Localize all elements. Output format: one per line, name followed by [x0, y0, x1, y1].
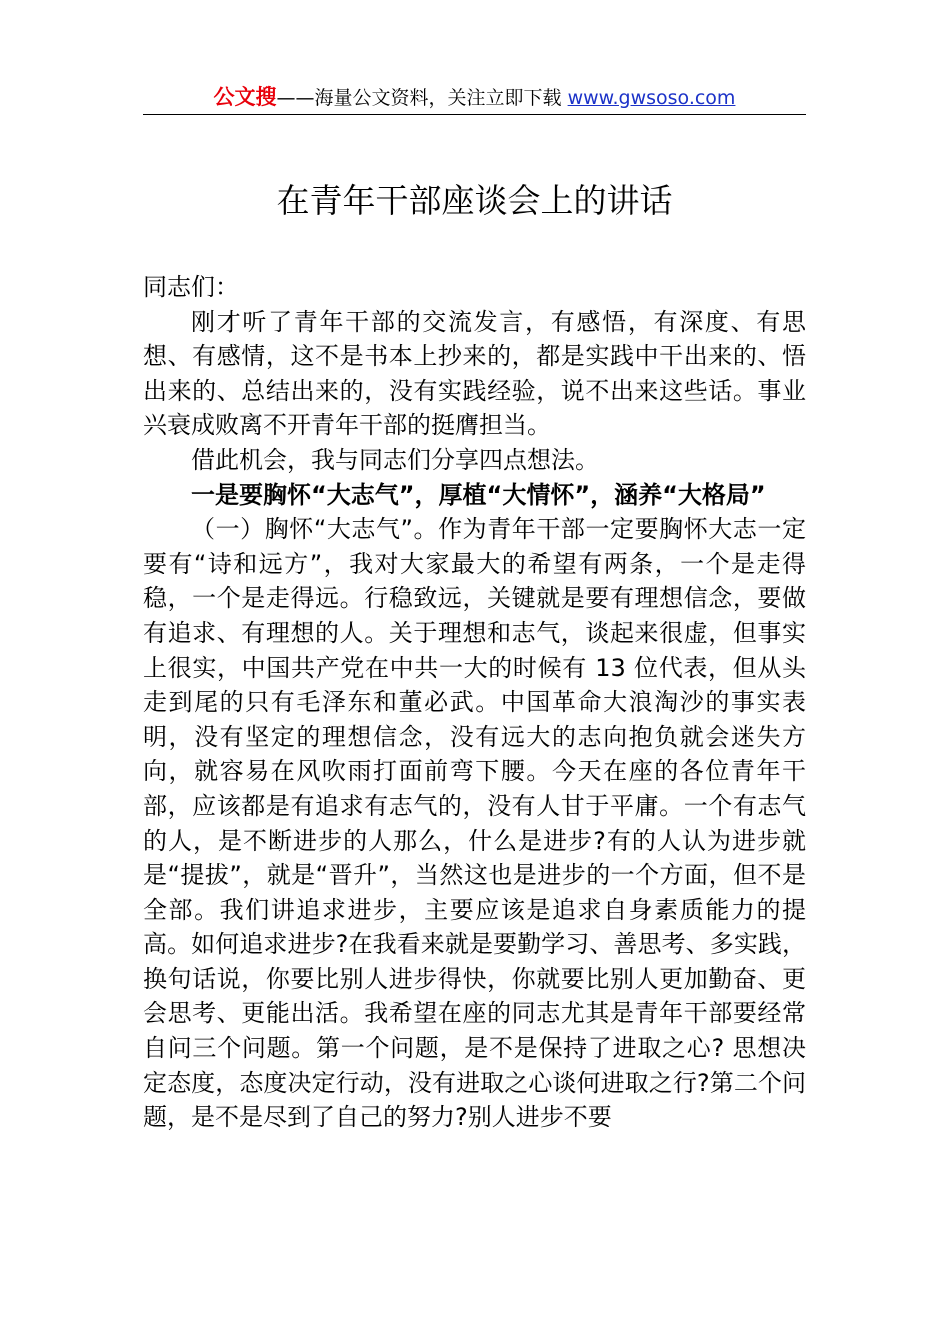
brand-logo-text: 公文搜	[213, 85, 277, 109]
header-divider	[143, 114, 806, 115]
document-title: 在青年干部座谈会上的讲话	[276, 181, 673, 220]
paragraph-share: 借此机会，我与同志们分享四点想法。	[191, 445, 599, 474]
paragraph-intro: 刚才听了青年干部的交流发言，有感悟，有深度、有思想、有感情，这不是书本上抄来的，都是实践中干出来的、悟出来的、总结出来的，没有实践经验，说不出来这些话。事业兴衰成败离不开青年干部的挺膺担当。	[143, 307, 806, 440]
site-link[interactable]: www.gwsoso.com	[567, 87, 736, 109]
header-tagline: ——海量公文资料，关注立即下载	[276, 87, 568, 109]
subsection-paragraph: （一）胸怀“大志气”。作为青年干部一定要胸怀大志一定要有“诗和远方”，我对大家最大的希望有两条，一个是走得稳，一个是走得远。行稳致远，关键就是要有理想信念，要做有追求、有理想的人。关于理想和志气，谈起来很虚，但事实上很实，中国共产党在中共一大的时候有 13 位代表，但从头走到尾的只有毛泽东和董必武。中国革命大浪淘沙的事实表明，没有坚定的理想信念，没有远大的志向抱负就会迷失方向，就容易在风吹雨打面前弯下腰。今天在座的各位青年干部，应该都是有追求有志气的，没有人甘于平庸。一个有志气的人，是不断进步的人那么，什么是进步?有的人认为进步就是“提拔”，就是“晋升”，当然这也是进步的一个方面，但不是全部。我们讲追求进步，主要应该是追求自身素质能力的提高。如何追求进步?在我看来就是要勤学习、善思考、多实践，换句话说，你要比别人进步得快，你就要比别人更加勤奋、更会思考、更能出活。我希望在座的同志尤其是青年干部要经常自问三个问题。第一个问题，是不是保持了进取之心? 思想决定态度，态度决定行动，没有进取之心谈何进取之行?第二个问题，是不是尽到了自己的努力?别人进步不要	[143, 515, 806, 1132]
page-header	[143, 80, 806, 114]
document-body	[143, 270, 806, 1135]
salutation: 同志们：	[143, 273, 239, 301]
section-heading: 一是要胸怀“大志气”，厚植“大情怀”，涵养“大格局”	[191, 480, 766, 509]
